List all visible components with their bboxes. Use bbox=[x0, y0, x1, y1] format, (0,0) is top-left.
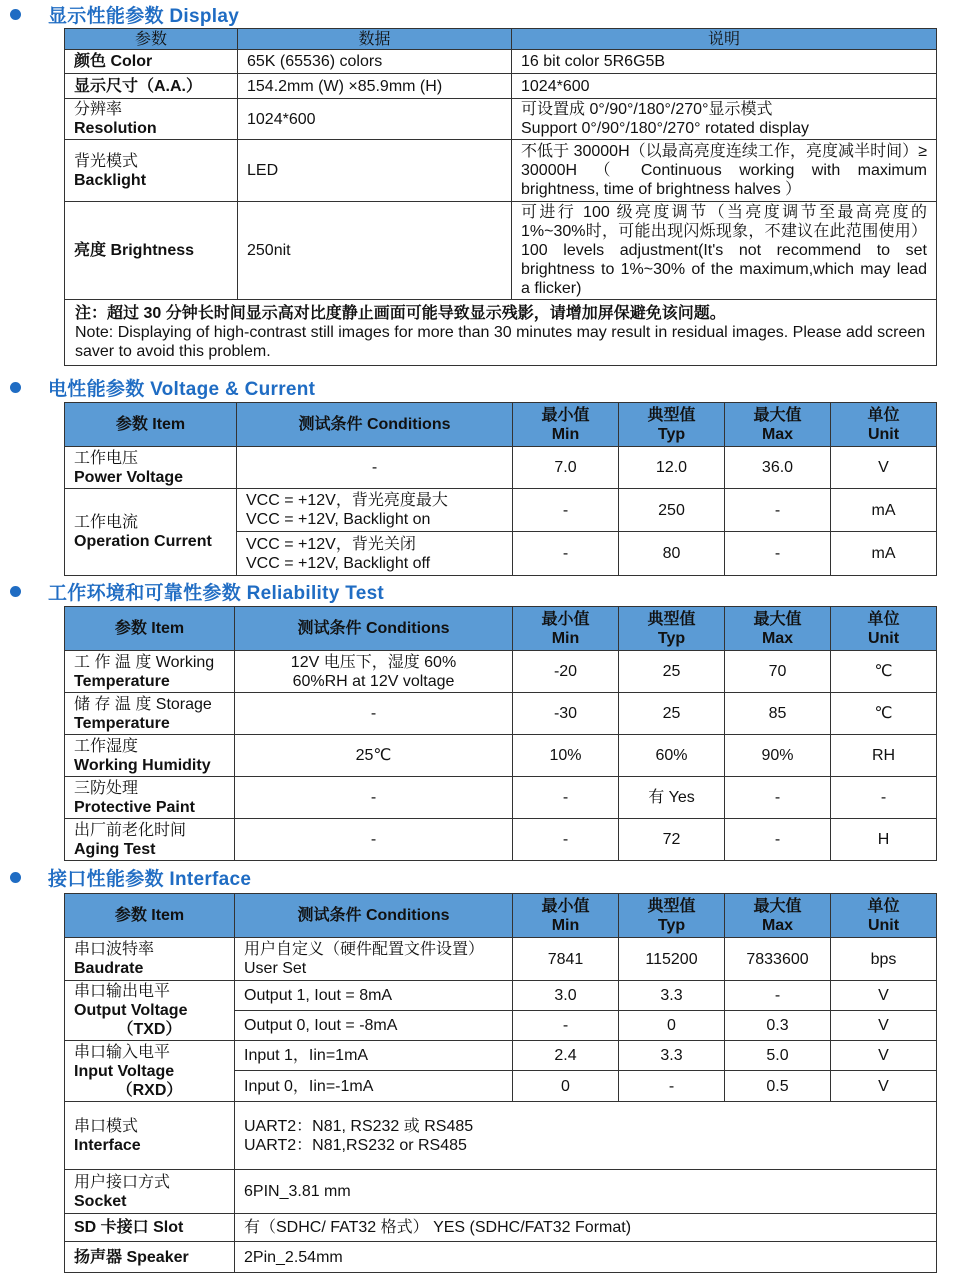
heading-text: 电性能参数 Voltage & Current bbox=[48, 378, 316, 400]
typ-cell: 60% bbox=[619, 735, 725, 777]
unit-cell: mA bbox=[831, 489, 937, 532]
item-cell: 串口波特率 Baudrate bbox=[65, 938, 235, 981]
heading-text: 显示性能参数 Display bbox=[48, 5, 240, 27]
table-row bbox=[65, 489, 937, 532]
conditions-cell: Input 1，Iin=1mA bbox=[235, 1041, 513, 1071]
conditions-cell: - bbox=[235, 777, 513, 819]
table-row bbox=[65, 1102, 937, 1170]
note-en: Note: Displaying of high-contrast still images for more than 30 minutes may result in residual images. Please add screen saver to avoid this problem. bbox=[75, 324, 926, 360]
unit-cell: V bbox=[831, 1041, 937, 1071]
header-item: 参数 Item bbox=[65, 403, 237, 447]
header-conditions: 测试条件 Conditions bbox=[235, 894, 513, 938]
value-cell: 有（SDHC/ FAT32 格式） YES (SDHC/FAT32 Format) bbox=[235, 1214, 937, 1242]
value-cell: 6PIN_3.81 mm bbox=[235, 1170, 937, 1214]
header-item: 参数 Item bbox=[65, 894, 235, 938]
min-cell: 7.0 bbox=[513, 447, 619, 489]
min-cell: 0 bbox=[513, 1071, 619, 1102]
max-cell: - bbox=[725, 489, 831, 532]
conditions-cell: VCC = +12V，背光关闭 VCC = +12V, Backlight off bbox=[237, 532, 513, 576]
header-typ: 典型值 Typ bbox=[619, 894, 725, 938]
item-cell: 出厂前老化时间 Aging Test bbox=[65, 819, 235, 861]
unit-cell: mA bbox=[831, 532, 937, 576]
conditions-cell: Input 0，Iin=-1mA bbox=[235, 1071, 513, 1102]
min-cell: - bbox=[513, 819, 619, 861]
data-cell: 154.2mm (W) ×85.9mm (H) bbox=[238, 74, 512, 99]
max-cell: 36.0 bbox=[725, 447, 831, 489]
table-header-row bbox=[65, 29, 937, 50]
table-header-row bbox=[65, 403, 937, 447]
value-cell: 2Pin_2.54mm bbox=[235, 1242, 937, 1273]
header-desc: 说明 bbox=[512, 29, 937, 50]
typ-cell: 0 bbox=[619, 1011, 725, 1041]
conditions-cell: VCC = +12V，背光亮度最大 VCC = +12V, Backlight on bbox=[237, 489, 513, 532]
desc-cell: 16 bit color 5R6G5B bbox=[512, 50, 937, 74]
voltage-table bbox=[64, 402, 937, 576]
max-cell: 7833600 bbox=[725, 938, 831, 981]
min-cell: - bbox=[513, 1011, 619, 1041]
data-cell: 250nit bbox=[238, 202, 512, 300]
section-heading-display bbox=[10, 2, 239, 26]
typ-cell: 3.3 bbox=[619, 981, 725, 1011]
display-table bbox=[64, 28, 937, 366]
note-cn: 注：超过 30 分钟长时间显示高对比度静止画面可能导致显示残影，请增加屏保避免该问题。 bbox=[75, 305, 726, 322]
table-row bbox=[65, 819, 937, 861]
table-row bbox=[65, 50, 937, 74]
unit-cell: V bbox=[831, 1011, 937, 1041]
desc-cell: 1024*600 bbox=[512, 74, 937, 99]
heading-text: 工作环境和可靠性参数 Reliability Test bbox=[48, 582, 385, 604]
typ-cell: 72 bbox=[619, 819, 725, 861]
max-cell: - bbox=[725, 777, 831, 819]
header-min: 最小值 Min bbox=[513, 403, 619, 447]
table-header-row bbox=[65, 894, 937, 938]
reliability-table bbox=[64, 606, 937, 861]
min-cell: 3.0 bbox=[513, 981, 619, 1011]
param-cell: 背光模式 Backlight bbox=[65, 140, 238, 202]
table-row bbox=[65, 74, 937, 99]
section-heading-reliability bbox=[10, 579, 384, 603]
typ-cell: 80 bbox=[619, 532, 725, 576]
header-min: 最小值 Min bbox=[513, 607, 619, 651]
min-cell: -30 bbox=[513, 693, 619, 735]
table-row bbox=[65, 99, 937, 140]
unit-cell: V bbox=[831, 981, 937, 1011]
param-cell: 分辨率 Resolution bbox=[65, 99, 238, 140]
unit-cell: H bbox=[831, 819, 937, 861]
unit-cell: ℃ bbox=[831, 651, 937, 693]
item-cell: 串口输出电平 Output Voltage （TXD） bbox=[65, 981, 235, 1041]
item-cell: 工作湿度 Working Humidity bbox=[65, 735, 235, 777]
header-unit: 单位 Unit bbox=[831, 894, 937, 938]
bullet-icon bbox=[10, 586, 21, 597]
param-cell: 颜色 Color bbox=[65, 50, 238, 74]
typ-cell: 250 bbox=[619, 489, 725, 532]
conditions-cell: - bbox=[235, 693, 513, 735]
max-cell: 85 bbox=[725, 693, 831, 735]
typ-cell: 12.0 bbox=[619, 447, 725, 489]
table-row bbox=[65, 202, 937, 300]
conditions-cell: - bbox=[235, 819, 513, 861]
header-param: 参数 bbox=[65, 29, 238, 50]
data-cell: 65K (65536) colors bbox=[238, 50, 512, 74]
table-header-row bbox=[65, 607, 937, 651]
min-cell: 2.4 bbox=[513, 1041, 619, 1071]
table-row bbox=[65, 693, 937, 735]
table-row bbox=[65, 1041, 937, 1071]
max-cell: 5.0 bbox=[725, 1041, 831, 1071]
max-cell: 0.3 bbox=[725, 1011, 831, 1041]
header-min: 最小值 Min bbox=[513, 894, 619, 938]
conditions-cell: 25℃ bbox=[235, 735, 513, 777]
table-row bbox=[65, 447, 937, 489]
item-cell: 工作电流 Operation Current bbox=[65, 489, 237, 576]
param-cell: 亮度 Brightness bbox=[65, 202, 238, 300]
header-conditions: 测试条件 Conditions bbox=[237, 403, 513, 447]
bullet-icon bbox=[10, 9, 21, 20]
item-cell: SD 卡接口 Slot bbox=[65, 1214, 235, 1242]
unit-cell: V bbox=[831, 447, 937, 489]
table-row bbox=[65, 1214, 937, 1242]
header-data: 数据 bbox=[238, 29, 512, 50]
header-typ: 典型值 Typ bbox=[619, 607, 725, 651]
desc-cell: 可设置成 0°/90°/180°/270°显示模式 Support 0°/90°/180°/270° rotated display bbox=[512, 99, 937, 140]
section-heading-interface bbox=[10, 865, 251, 889]
typ-cell: 25 bbox=[619, 651, 725, 693]
unit-cell: V bbox=[831, 1071, 937, 1102]
item-cell: 串口输入电平 Input Voltage （RXD） bbox=[65, 1041, 235, 1102]
param-cell: 显示尺寸（A.A.） bbox=[65, 74, 238, 99]
typ-cell: 有 Yes bbox=[619, 777, 725, 819]
max-cell: 70 bbox=[725, 651, 831, 693]
header-item: 参数 Item bbox=[65, 607, 235, 651]
unit-cell: RH bbox=[831, 735, 937, 777]
conditions-cell: - bbox=[237, 447, 513, 489]
item-cell: 三防处理 Protective Paint bbox=[65, 777, 235, 819]
max-cell: - bbox=[725, 532, 831, 576]
min-cell: -20 bbox=[513, 651, 619, 693]
max-cell: - bbox=[725, 819, 831, 861]
min-cell: - bbox=[513, 777, 619, 819]
typ-cell: - bbox=[619, 1071, 725, 1102]
typ-cell: 115200 bbox=[619, 938, 725, 981]
header-typ: 典型值 Typ bbox=[619, 403, 725, 447]
min-cell: 7841 bbox=[513, 938, 619, 981]
max-cell: 90% bbox=[725, 735, 831, 777]
header-unit: 单位 Unit bbox=[831, 607, 937, 651]
table-row bbox=[65, 1170, 937, 1214]
table-row bbox=[65, 981, 937, 1011]
heading-text: 接口性能参数 Interface bbox=[48, 868, 252, 890]
item-cell: 用户接口方式 Socket bbox=[65, 1170, 235, 1214]
item-cell: 工 作 温 度 Working Temperature bbox=[65, 651, 235, 693]
bullet-icon bbox=[10, 872, 21, 883]
table-row bbox=[65, 1242, 937, 1273]
table-row bbox=[65, 938, 937, 981]
note-cell bbox=[65, 300, 937, 366]
max-cell: - bbox=[725, 981, 831, 1011]
table-row bbox=[65, 777, 937, 819]
unit-cell: bps bbox=[831, 938, 937, 981]
table-row bbox=[65, 140, 937, 202]
min-cell: 10% bbox=[513, 735, 619, 777]
header-max: 最大值 Max bbox=[725, 894, 831, 938]
item-cell: 储 存 温 度 Storage Temperature bbox=[65, 693, 235, 735]
table-row bbox=[65, 651, 937, 693]
min-cell: - bbox=[513, 489, 619, 532]
conditions-cell: 用户自定义（硬件配置文件设置） User Set bbox=[235, 938, 513, 981]
note-row bbox=[65, 300, 937, 366]
data-cell: 1024*600 bbox=[238, 99, 512, 140]
conditions-cell: 12V 电压下，湿度 60% 60%RH at 12V voltage bbox=[235, 651, 513, 693]
header-unit: 单位 Unit bbox=[831, 403, 937, 447]
unit-cell: ℃ bbox=[831, 693, 937, 735]
min-cell: - bbox=[513, 532, 619, 576]
header-conditions: 测试条件 Conditions bbox=[235, 607, 513, 651]
header-max: 最大值 Max bbox=[725, 403, 831, 447]
item-cell: 扬声器 Speaker bbox=[65, 1242, 235, 1273]
header-max: 最大值 Max bbox=[725, 607, 831, 651]
section-heading-voltage bbox=[10, 375, 315, 399]
conditions-cell: Output 1, Iout = 8mA bbox=[235, 981, 513, 1011]
typ-cell: 3.3 bbox=[619, 1041, 725, 1071]
value-cell: UART2：N81, RS232 或 RS485 UART2：N81,RS232 or RS485 bbox=[235, 1102, 937, 1170]
item-cell: 工作电压 Power Voltage bbox=[65, 447, 237, 489]
conditions-cell: Output 0, Iout = -8mA bbox=[235, 1011, 513, 1041]
data-cell: LED bbox=[238, 140, 512, 202]
interface-table bbox=[64, 893, 937, 1273]
bullet-icon bbox=[10, 382, 21, 393]
unit-cell: - bbox=[831, 777, 937, 819]
desc-cell: 可进行 100 级亮度调节（当亮度调节至最高亮度的 1%~30%时，可能出现闪烁现象，不建议在此范围使用）100 levels adjustment(It's not recommend to set brightness to 1%~30% of the maximum,which may lead a flicker) bbox=[512, 202, 937, 300]
item-cell: 串口模式 Interface bbox=[65, 1102, 235, 1170]
typ-cell: 25 bbox=[619, 693, 725, 735]
max-cell: 0.5 bbox=[725, 1071, 831, 1102]
desc-cell: 不低于 30000H（以最高亮度连续工作，亮度减半时间）≥ 30000H （ Continuous working with maximum brightness, time of brightness halves ） bbox=[512, 140, 937, 202]
table-row bbox=[65, 735, 937, 777]
